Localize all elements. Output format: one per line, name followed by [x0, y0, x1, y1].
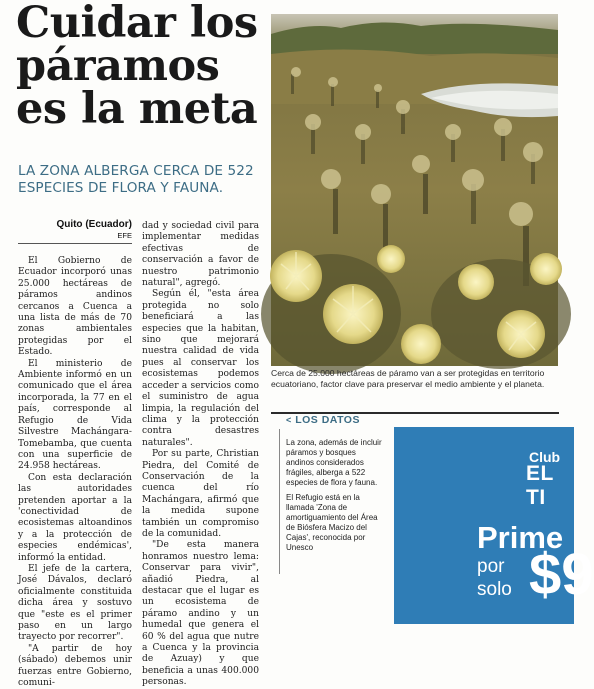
article-column-1: [18, 256, 132, 689]
paragraph: "A partir de hoy (sábado) debemos unir fuerzas entre Gobierno, comuni-: [18, 643, 132, 689]
paragraph: Según él, "esta área protegida no solo beneficiará a las especies que la habitan, sino que mejorará nuestra calidad de vida pues al conservar los ecosistemas podemos acceder a servicios como el suministro de agua limpia, la regulación del clima y la protección contra desastres naturales".: [142, 289, 259, 448]
paragraph: dad y sociedad civil para implementar medidas efectivas de conservación a favor de nuestro patrimonio natural", agregó.: [142, 221, 259, 289]
article-subhead: LA ZONA ALBERGA CERCA DE 522 ESPECIES DE FLORA Y FAUNA.: [18, 163, 254, 196]
advertisement[interactable]: [394, 427, 594, 624]
dateline-agency: EFE: [117, 231, 132, 240]
datos-item: La zona, además de incluir páramos y bosques andinos considerados frágiles, alberga a 522 especies de flora y fauna.: [286, 438, 382, 487]
paragraph: Con esta declaración las autoridades pretenden aportar a la 'conectividad de ecosistemas altoandinos y a la protección de especies endémicas', informó la entidad.: [18, 472, 132, 563]
photo-caption: Cerca de 25.000 hectáreas de páramo van a ser protegidas en territorio ecuatoriano, factor clave para preservar el medio ambiente y el planeta.: [271, 368, 545, 389]
ad-price: $9: [529, 542, 594, 607]
ad-headline: Prime: [477, 520, 564, 555]
ad-club-label: Club: [529, 449, 561, 465]
ad-solo: solo: [477, 579, 512, 600]
paragraph: El ministerio de Ambiente informó en un comunicado que el área incorporada, la 77 en el país, corresponde al Refugio de Vida Silvestre Machángara-Tomebamba, que cuenta con una superficie de 24.958 hectáreas.: [18, 358, 132, 472]
article-headline: Cuidar los páramos es la meta: [16, 0, 258, 134]
chevron-left-icon: <: [286, 415, 292, 425]
paramo-landscape-image: [271, 14, 558, 366]
ad-por: por: [477, 556, 505, 577]
datos-item: El Refugio está en la llamada 'Zona de amortiguamiento del Área de Biósfera Macizo del Cajas', reconocida por Unesco: [286, 493, 378, 552]
dateline: [18, 219, 132, 244]
paragraph: "De esta manera honramos nuestro lema: Conservar para vivir", añadió Piedra, al destacar que el lugar es un ecosistema de páramo andino y un humedal que genera el 60 % del agua que nutre a Cuenca y la provincia de Azuay) y que beneficia a unas 400.000 personas.: [142, 540, 259, 688]
datos-list: [286, 438, 382, 558]
paragraph: El Gobierno de Ecuador incorporó unas 25.000 hectáreas de páramos andinos cercanos a Cuenca a una lista de más de 70 zonas ambientales protegidas por el Estado.: [18, 256, 132, 358]
article-column-2: [142, 221, 259, 689]
datos-vertical-line: [279, 429, 280, 574]
ad-por-solo: [477, 555, 512, 601]
ad-brand: EL TI: [526, 462, 554, 509]
paramo-photo: [271, 14, 558, 366]
dateline-city: Quito (Ecuador): [56, 219, 132, 230]
paragraph: El jefe de la cartera, José Dávalos, declaró oficialmente constituida dicha área y sostuvo que "este es el primer paso en un largo trayecto por recorrer".: [18, 563, 132, 643]
paragraph: Por su parte, Christian Piedra, del Comité de Conservación de la cuenca del río Machángara, afirmó que la medida supone también un compromiso de la comunidad.: [142, 449, 259, 539]
datos-title: [286, 414, 360, 426]
datos-title-text: LOS DATOS: [295, 414, 360, 426]
